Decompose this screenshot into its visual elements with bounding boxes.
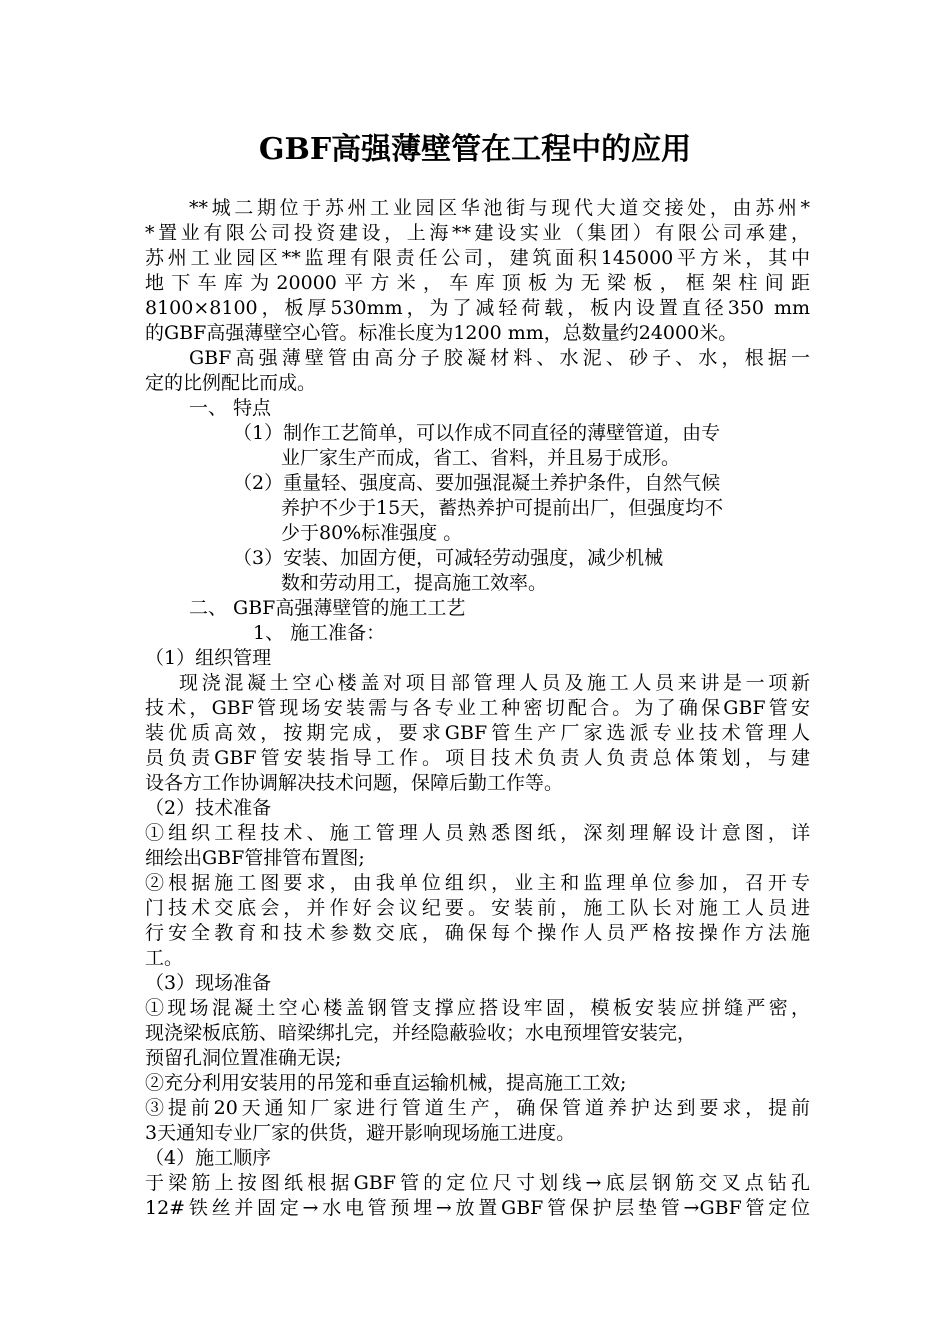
- paragraph-line: 装优质高效，按期完成，要求GBF管生产厂家选派专业技术管理人: [145, 722, 810, 744]
- paragraph-line: 技术，GBF管现场安装需与各专业工种密切配合。为了确保GBF管安: [145, 697, 810, 719]
- document-title: GBF高强薄壁管在工程中的应用: [258, 132, 692, 167]
- list-item-continuation: 业厂家生产而成，省工、省料，并且易于成形。: [281, 447, 681, 469]
- list-item: （2）重量轻、强度高、要加强混凝土养护条件，自然气候: [233, 472, 721, 494]
- paragraph-line: 工。: [145, 947, 184, 969]
- paragraph-line: GBF高强薄壁管由高分子胶凝材料、水泥、砂子、水，根据一: [189, 347, 810, 369]
- paragraph-line: 地下车库为20000平方米，车库顶板为无梁板，框架柱间距: [145, 272, 810, 294]
- paragraph-line: 设各方工作协调解决技术问题，保障后勤工作等。: [145, 772, 564, 794]
- paragraph-line: ①现场混凝土空心楼盖钢管支撑应搭设牢固，模板安装应拼缝严密，: [145, 997, 810, 1019]
- section-heading: 二、 GBF高强薄壁管的施工工艺: [189, 597, 466, 619]
- paragraph-line: 于梁筋上按图纸根据GBF管的定位尺寸划线→底层钢筋交叉点钻孔: [145, 1172, 810, 1194]
- paragraph-line: 定的比例配比而成。: [145, 372, 317, 394]
- paragraph-line: 12#铁丝并固定→水电管预埋→放置GBF管保护层垫管→GBF管定位: [145, 1197, 810, 1219]
- list-item: （1）制作工艺简单，可以作成不同直径的薄壁管道，由专: [233, 422, 721, 444]
- sub-heading: （1）组织管理: [145, 647, 272, 669]
- sub-heading: （2）技术准备: [145, 797, 272, 819]
- paragraph-line: ②充分利用安装用的吊笼和垂直运输机械，提高施工工效;: [145, 1072, 627, 1094]
- paragraph-line: 细绘出GBF管排管布置图;: [145, 847, 365, 869]
- paragraph-line: 苏州工业园区**监理有限责任公司，建筑面积145000平方米，其中: [145, 247, 810, 269]
- paragraph-line: ①组织工程技术、施工管理人员熟悉图纸，深刻理解设计意图，详: [145, 822, 810, 844]
- paragraph-line: ②根据施工图要求，由我单位组织，业主和监理单位参加，召开专: [145, 872, 810, 894]
- paragraph-line: 3天通知专业厂家的供货，避开影响现场施工进度。: [145, 1122, 576, 1144]
- paragraph-line: 的GBF高强薄壁空心管。标准长度为1200 mm，总数量约24000米。: [145, 322, 738, 344]
- sub-heading: （4）施工顺序: [145, 1147, 272, 1169]
- document-body: [145, 196, 810, 1221]
- sub-heading: （3）现场准备: [145, 972, 272, 994]
- list-item-continuation: 数和劳动用工，提高施工效率。: [281, 572, 548, 594]
- paragraph-line: 8100×8100，板厚530mm，为了减轻荷载，板内设置直径350 mm: [145, 297, 810, 319]
- section-heading: 一、 特点: [189, 397, 272, 419]
- paragraph-line: 行安全教育和技术参数交底，确保每个操作人员严格按操作方法施: [145, 922, 810, 944]
- paragraph-line: 预留孔洞位置准确无误;: [145, 1047, 342, 1069]
- paragraph-line: **城二期位于苏州工业园区华池街与现代大道交接处，由苏州*: [189, 197, 810, 219]
- paragraph-line: ③提前20天通知厂家进行管道生产，确保管道养护达到要求，提前: [145, 1097, 810, 1119]
- paragraph-line: 现浇混凝土空心楼盖对项目部管理人员及施工人员来讲是一项新: [179, 672, 810, 694]
- paragraph-line: *置业有限公司投资建设，上海**建设实业（集团）有限公司承建，: [145, 222, 810, 244]
- paragraph-line: 员负责GBF管安装指导工作。项目技术负责人负责总体策划，与建: [145, 747, 810, 769]
- list-item-continuation: 少于80%标准强度 。: [281, 522, 463, 544]
- paragraph-line: 门技术交底会，并作好会议纪要。安装前，施工队长对施工人员进: [145, 897, 810, 919]
- paragraph-line: 现浇梁板底筋、暗梁绑扎完，并经隐蔽验收；水电预埋管安装完，: [145, 1022, 697, 1044]
- subsection-heading: 1、 施工准备：: [253, 622, 386, 644]
- list-item-continuation: 养护不少于15天，蓄热养护可提前出厂，但强度均不: [281, 497, 724, 519]
- list-item: （3）安装、加固方便，可减轻劳动强度，减少机械: [233, 547, 664, 569]
